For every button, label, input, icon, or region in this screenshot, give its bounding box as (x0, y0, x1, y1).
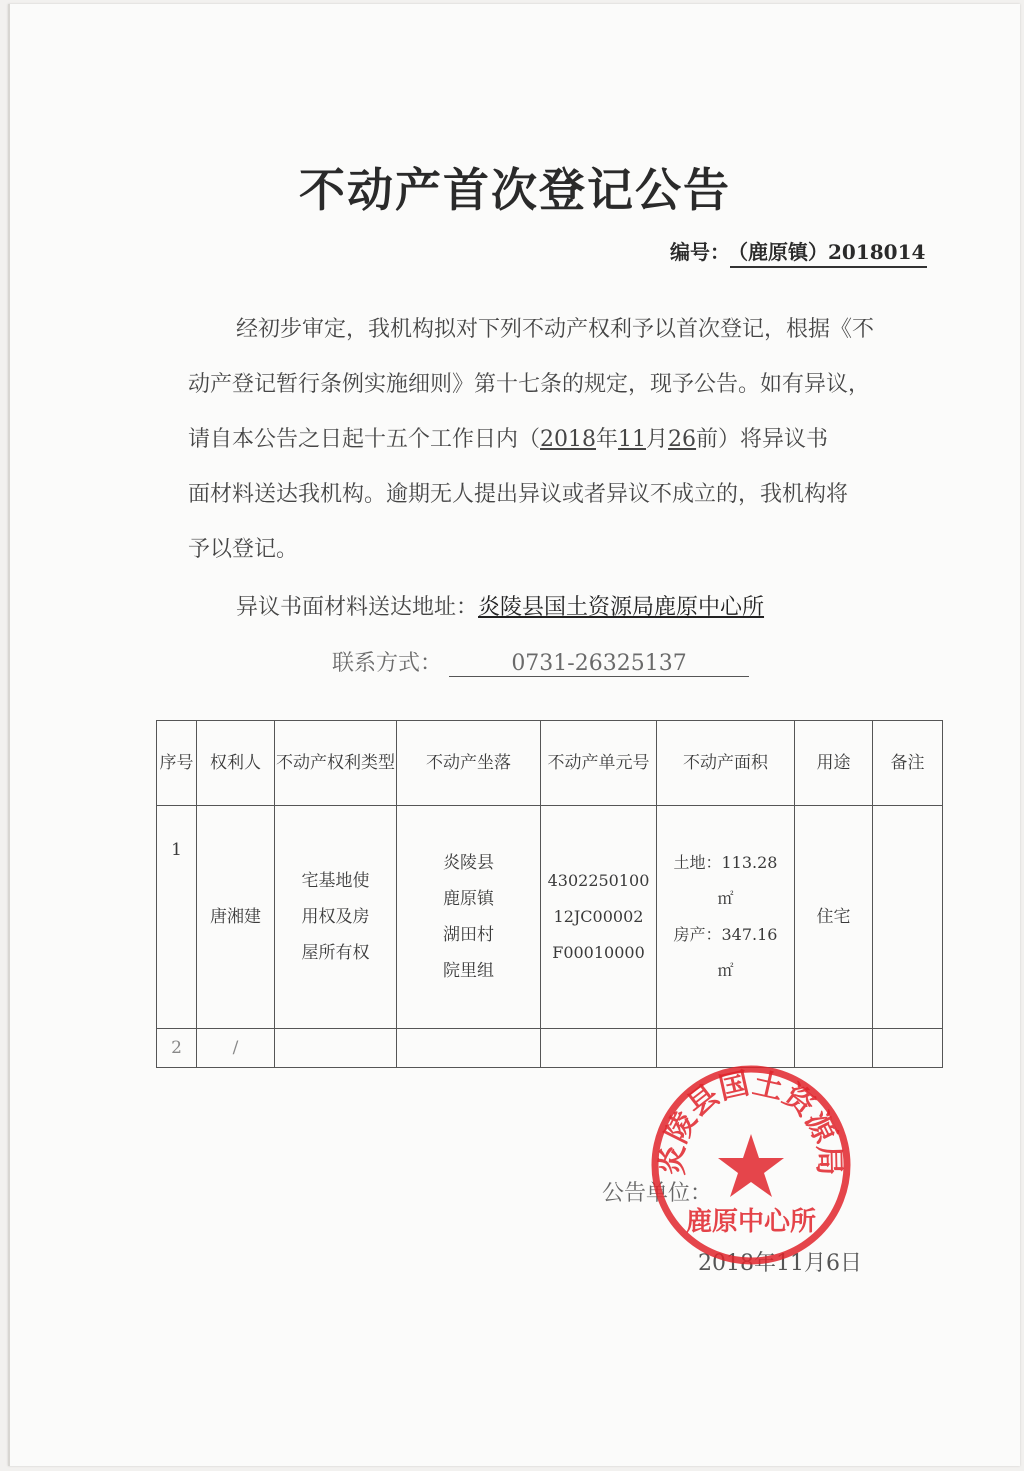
header-cell: 用途 (795, 721, 873, 806)
empty-cell (397, 1029, 541, 1068)
objection-address (236, 590, 764, 621)
address-label: 异议书面材料送达地址： (236, 595, 479, 620)
row-number: 2 (157, 1029, 197, 1068)
right-type-line: 屋所有权 (301, 943, 370, 963)
land-area: 土地：113.28 (673, 853, 778, 872)
location-line: 炎陵县 (443, 853, 494, 873)
page-title: 不动产首次登记公告 (299, 163, 731, 217)
holder-cell: 唐湘建 (197, 806, 275, 1029)
contact-phone: 0731-26325137 (449, 651, 749, 677)
unit-number-cell (541, 806, 657, 1029)
notice-body (188, 302, 918, 577)
document-number (670, 236, 927, 265)
unit-number-line: F00010000 (552, 943, 645, 962)
header-cell: 不动产坐落 (397, 721, 541, 806)
body-line-3-pre: 请自本公告之日起十五个工作日内（ (188, 427, 541, 452)
header-cell: 权利人 (197, 721, 275, 806)
empty-cell (873, 1029, 943, 1068)
doc-number-value: （鹿原镇）2018014 (730, 240, 927, 268)
deadline-year: 2018 (540, 427, 597, 452)
header-cell: 不动产单元号 (541, 721, 657, 806)
seal-star (718, 1134, 784, 1197)
issue-date: 2018年11月6日 (698, 1251, 862, 1276)
row-number: 1 (157, 806, 197, 1029)
month-unit: 月 (646, 427, 669, 452)
note-cell (873, 806, 943, 1029)
right-type-cell (275, 806, 397, 1029)
right-type-line: 用权及房 (301, 907, 370, 927)
table-header-row (157, 721, 943, 806)
notice-page (8, 4, 1020, 1466)
body-line-5: 予以登记。 (188, 537, 299, 562)
body-line-3-post: 前）将异议书 (696, 427, 829, 452)
header-cell: 备注 (873, 721, 943, 806)
area-unit: ㎡ (717, 889, 734, 908)
empty-cell (541, 1029, 657, 1068)
use-cell: 住宅 (795, 806, 873, 1029)
contact-label: 联系方式： (332, 651, 443, 676)
year-unit: 年 (596, 427, 619, 452)
seal-arc-path: 炎陵县国土资源局 (655, 1066, 847, 1176)
location-line: 湖田村 (443, 925, 494, 945)
issuing-unit: 公告单位： (602, 1181, 713, 1206)
holder-cell: / (197, 1029, 275, 1068)
location-cell (397, 806, 541, 1029)
area-cell (657, 806, 795, 1029)
area-unit: ㎡ (717, 961, 734, 980)
address-value: 炎陵县国土资源局鹿原中心所 (478, 595, 765, 620)
header-cell: 序号 (157, 721, 197, 806)
header-cell: 不动产面积 (657, 721, 795, 806)
contact-info (332, 646, 749, 677)
body-line-4: 面材料送达我机构。逾期无人提出异议或者异议不成立的，我机构将 (188, 482, 849, 507)
location-line: 鹿原镇 (443, 889, 494, 909)
registration-table (156, 720, 943, 1068)
seal-sub-text: 鹿原中心所 (685, 1207, 817, 1237)
house-area: 房产：347.16 (673, 925, 778, 944)
unit-number-line: 4302250100 (547, 871, 650, 890)
unit-number-line: 12JC00002 (553, 907, 644, 926)
body-line-2: 动产登记暂行条例实施细则》第十七条的规定，现予公告。如有异议， (188, 372, 871, 397)
official-seal (648, 1062, 854, 1268)
header-cell: 不动产权利类型 (275, 721, 397, 806)
deadline-day: 26 (668, 427, 697, 452)
doc-number-label: 编号： (670, 240, 730, 264)
table-row (157, 806, 943, 1029)
body-line-3 (188, 412, 918, 467)
right-type-line: 宅基地使 (301, 871, 370, 891)
body-line-1: 经初步审定，我机构拟对下列不动产权利予以首次登记，根据《不 (236, 317, 875, 342)
location-line: 院里组 (443, 961, 494, 981)
deadline-month: 11 (618, 427, 647, 452)
empty-cell (275, 1029, 397, 1068)
